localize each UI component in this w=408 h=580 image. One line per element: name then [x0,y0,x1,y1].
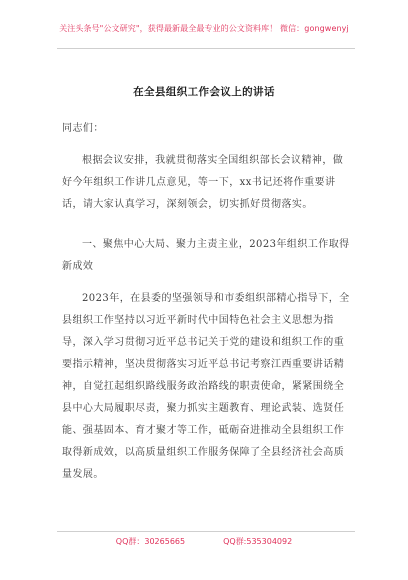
footer-divider [57,531,355,532]
salutation: 同志们： [62,123,104,134]
header-banner: 关注头条号"公文研究"，获得最新最全最专业的公文资料库！ 微信：gongwenyj [59,24,349,33]
paragraph-intro: 根据会议安排，我就贯彻落实全国组织部长会议精神，做好今年组织工作讲几点意见，等一下，xx书记还将作重要讲话，请大家认真学习，深刻领会，切实抓好贯彻落实。 [62,155,344,210]
document-title: 在全县组织工作会议上的讲话 [133,86,275,98]
paragraph-achievements: 2023年，在县委的坚强领导和市委组织部精心指导下，全县组织工作坚持以习近平新时代中国特色社会主义思想为指导，深入学习贯彻习近平总书记关于党的建设和组织工作的重要指示精神，坚决贯彻落实习近平总书记考察江西重要讲话精神，自觉扛起组织路线服务政治路线的职责使命，紧紧围绕全县中心大局履职尽责，聚力抓实主题教育、理论武装、选贤任能、强基固本、育才聚才等工作，砥砺奋进推动全县组织工作取得新成效，以高质量组织工作服务保障了全县经济社会高质量发展。 [62,293,350,480]
section-heading: 一、聚焦中心大局、聚力主责主业，2023年组织工作取得新成效 [62,239,350,272]
footer-contacts [0,536,408,547]
footer-qq-group-1: QQ群：30265665 [115,537,186,546]
header-divider [57,48,355,49]
footer-qq-group-2: QQ群:535304092 [223,537,293,546]
